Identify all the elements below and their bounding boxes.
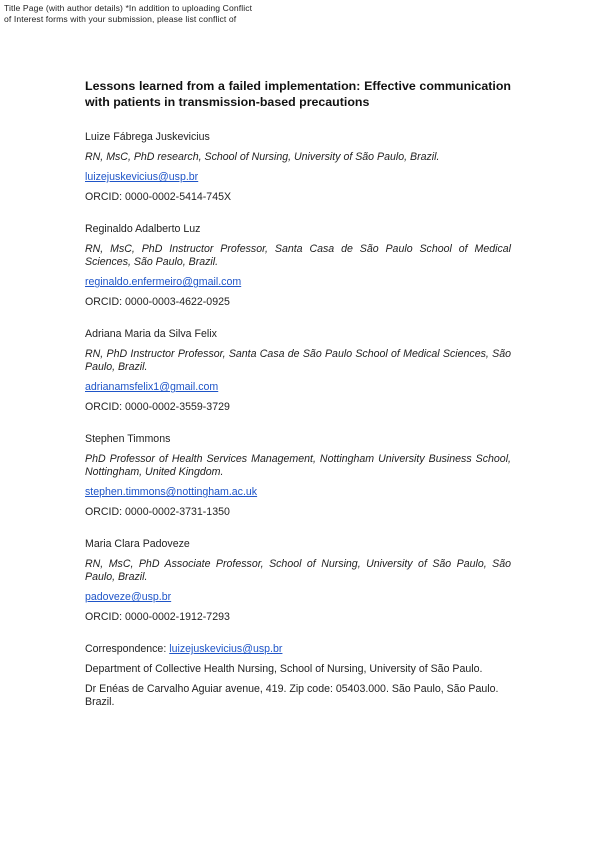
author-orcid: ORCID: 0000-0002-3559-3729 bbox=[85, 401, 230, 413]
author-orcid: ORCID: 0000-0003-4622-0925 bbox=[85, 296, 230, 308]
correspondence-label: Correspondence: bbox=[85, 643, 170, 655]
author-name: Maria Clara Padoveze bbox=[85, 538, 190, 550]
author-email-link[interactable]: luizejuskevicius@usp.br bbox=[85, 171, 199, 183]
author-email-link[interactable]: reginaldo.enfermeiro@gmail.com bbox=[85, 276, 242, 288]
author-email-link[interactable]: adrianamsfelix1@gmail.com bbox=[85, 381, 219, 393]
author-block-4 bbox=[85, 433, 511, 519]
author-affiliation: RN, PhD Instructor Professor, Santa Casa de São Paulo School of Medical Sciences, São Paulo, Brazil. bbox=[85, 348, 511, 373]
author-orcid: ORCID: 0000-0002-5414-745X bbox=[85, 191, 232, 203]
author-affiliation: RN, MsC, PhD Associate Professor, School of Nursing, University of São Paulo, São Paulo, Brazil. bbox=[85, 558, 511, 583]
author-affiliation: RN, MsC, PhD Instructor Professor, Santa Casa de São Paulo School of Medical Sciences, São Paulo, Brazil. bbox=[85, 243, 511, 268]
author-orcid: ORCID: 0000-0002-1912-7293 bbox=[85, 611, 230, 623]
author-name: Luize Fábrega Juskevicius bbox=[85, 131, 210, 143]
header-note bbox=[4, 3, 252, 24]
header-note-line-1: Title Page (with author details) *In addition to uploading Conflict bbox=[4, 3, 253, 13]
author-name: Stephen Timmons bbox=[85, 433, 171, 445]
author-name: Adriana Maria da Silva Felix bbox=[85, 328, 217, 340]
author-block-3 bbox=[85, 328, 511, 414]
paper-title: Lessons learned from a failed implementation: Effective communication with patients in transmission-based precautions bbox=[85, 79, 511, 109]
author-block-2 bbox=[85, 223, 511, 309]
correspondence-email-link[interactable]: luizejuskevicius@usp.br bbox=[169, 643, 283, 655]
header-note-line-2: of Interest forms with your submission, please list conflict of bbox=[4, 13, 237, 24]
correspondence-address: Dr Enéas de Carvalho Aguiar avenue, 419. Zip code: 05403.000. São Paulo, São Paulo. Brazil. bbox=[85, 683, 499, 708]
author-name: Reginaldo Adalberto Luz bbox=[85, 223, 201, 235]
author-email-link[interactable]: padoveze@usp.br bbox=[85, 591, 172, 603]
title-page-content bbox=[85, 79, 511, 716]
author-block-5 bbox=[85, 538, 511, 624]
correspondence-department: Department of Collective Health Nursing, School of Nursing, University of São Paulo. bbox=[85, 663, 483, 675]
correspondence-line bbox=[85, 643, 511, 656]
author-affiliation: RN, MsC, PhD research, School of Nursing, University of São Paulo, Brazil. bbox=[85, 151, 440, 163]
author-affiliation: PhD Professor of Health Services Management, Nottingham University Business School, Nottingham, United Kingdom. bbox=[85, 453, 511, 478]
author-email-link[interactable]: stephen.timmons@nottingham.ac.uk bbox=[85, 486, 258, 498]
author-block-1 bbox=[85, 131, 511, 204]
author-orcid: ORCID: 0000-0002-3731-1350 bbox=[85, 506, 230, 518]
